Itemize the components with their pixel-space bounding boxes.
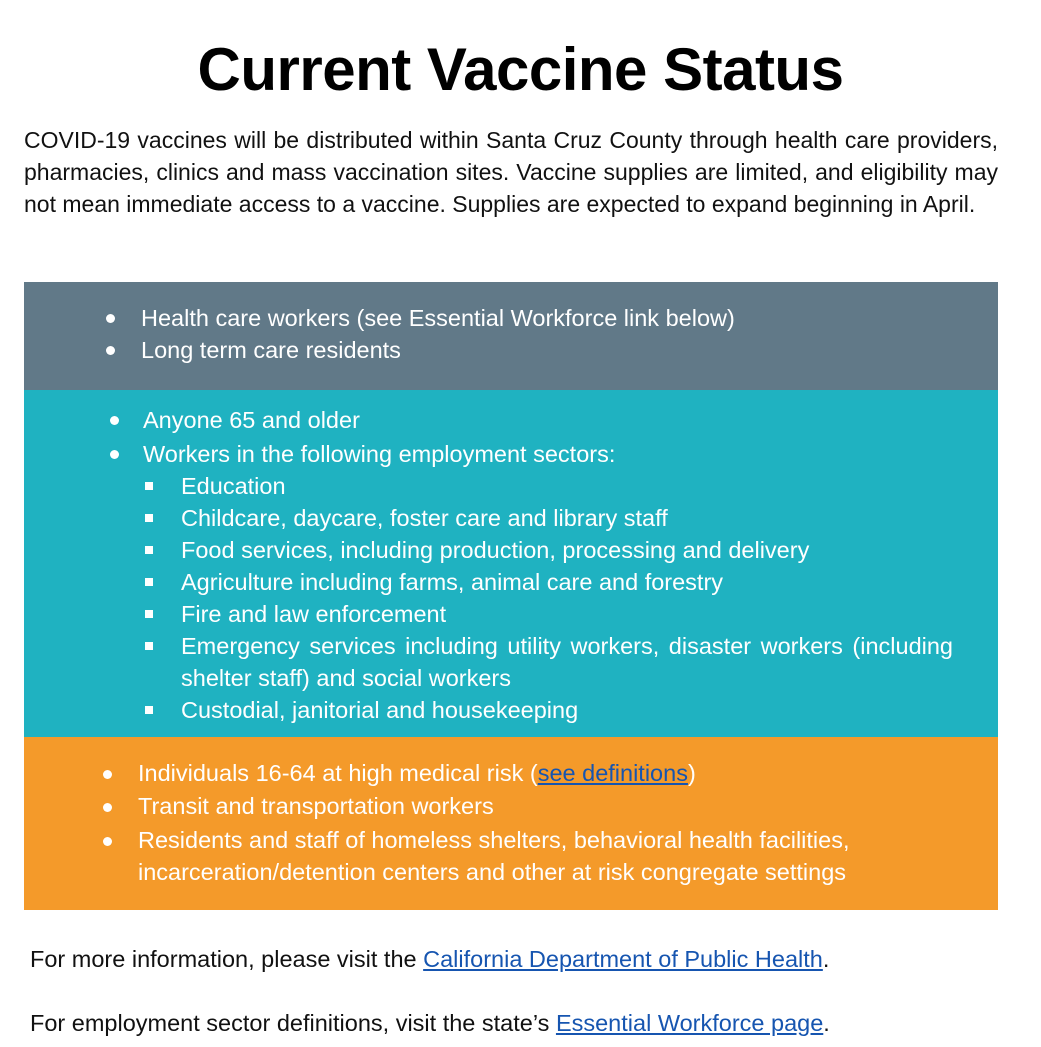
sector-item: Childcare, daycare, foster care and library staff	[181, 505, 668, 531]
tier1-item-long-term-care: Long term care residents	[141, 337, 401, 363]
bullet-icon	[103, 803, 112, 812]
bullet-icon	[106, 346, 115, 355]
tier2-item-65-older: Anyone 65 and older	[143, 407, 360, 433]
bullet-icon	[110, 416, 119, 425]
cdph-link[interactable]: California Department of Public Health	[423, 946, 823, 972]
footer-line2-suffix: .	[823, 1010, 830, 1036]
bullet-icon	[103, 837, 112, 846]
square-bullet-icon	[145, 642, 153, 650]
bullet-icon	[106, 314, 115, 323]
page-title: Current Vaccine Status	[197, 36, 844, 103]
tier3-item-transit-workers: Transit and transportation workers	[138, 793, 494, 819]
essential-workforce-link[interactable]: Essential Workforce page	[555, 1010, 824, 1036]
footer-essential-workforce-line	[30, 1007, 830, 1039]
tier-2-panel	[24, 390, 998, 737]
sector-item: Emergency services including utility workers, disaster workers (including shelter staff) and social workers	[181, 633, 953, 691]
tier3-item-high-medical-risk	[138, 757, 696, 789]
square-bullet-icon	[145, 514, 153, 522]
square-bullet-icon	[145, 546, 153, 554]
tier2-item-workers-sectors: Workers in the following employment sectors:	[143, 441, 616, 467]
sector-item: Education	[181, 473, 286, 499]
tier3-item1-prefix: Individuals 16-64 at high medical risk (	[138, 760, 538, 786]
eligibility-tiers	[24, 282, 998, 910]
tier-1-panel	[24, 282, 998, 390]
intro-paragraph: COVID-19 vaccines will be distributed within Santa Cruz County through health care providers, pharmacies, clinics and mass vaccination sites. Vaccine supplies are limited, and eligibility may not mean immediate access to a vaccine. Supplies are expected to expand beginning in April.	[24, 127, 998, 217]
sector-item: Food services, including production, processing and delivery	[181, 537, 810, 563]
square-bullet-icon	[145, 610, 153, 618]
sector-item: Custodial, janitorial and housekeeping	[181, 697, 579, 723]
tier-3-panel	[24, 737, 998, 910]
footer-line1-prefix: For more information, please visit the	[30, 946, 424, 972]
bullet-icon	[103, 770, 112, 779]
tier3-item-congregate-settings: Residents and staff of homeless shelters, behavioral health facilities, incarceration/detention centers and other at risk congregate settings	[138, 827, 850, 885]
tier1-item-health-care-workers: Health care workers (see Essential Workforce link below)	[141, 305, 735, 331]
footer-cdph-line	[30, 943, 829, 975]
square-bullet-icon	[145, 706, 153, 714]
sector-item: Fire and law enforcement	[181, 601, 447, 627]
square-bullet-icon	[145, 482, 153, 490]
tier3-item1-suffix: )	[687, 760, 696, 786]
bullet-icon	[110, 450, 119, 459]
sector-item: Agriculture including farms, animal care and forestry	[181, 569, 724, 595]
footer-line1-suffix: .	[822, 946, 830, 972]
square-bullet-icon	[145, 578, 153, 586]
footer-line2-prefix: For employment sector definitions, visit the state’s	[30, 1010, 556, 1036]
see-definitions-link[interactable]: see definitions	[537, 760, 688, 786]
